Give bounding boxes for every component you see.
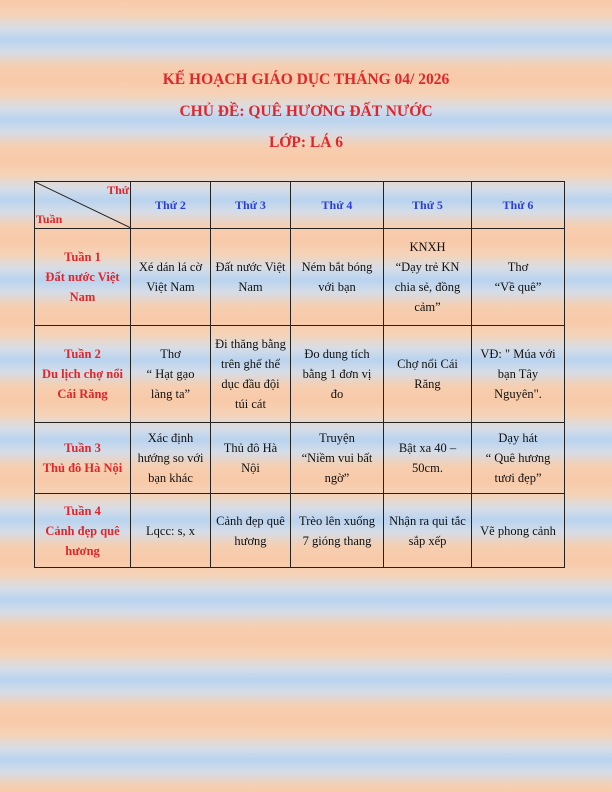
activity-line: hướng so với — [137, 451, 204, 465]
activity-line: chia sẻ, đồng — [394, 280, 461, 294]
day-header: Thứ 6 — [472, 182, 565, 229]
activity-line: Vẽ phong cảnh — [480, 523, 556, 538]
table-row — [35, 326, 565, 423]
activity-cell — [211, 494, 291, 568]
activity-line: Nam — [238, 280, 263, 294]
week-line: Đất nước Việt — [45, 270, 120, 284]
activity-cell — [291, 494, 384, 568]
activity-line: Nội — [241, 461, 260, 475]
activity-cell — [131, 326, 211, 423]
education-plan-table — [34, 181, 565, 568]
activity-line: Nguyên". — [494, 387, 542, 401]
plan-title: KẾ HOẠCH GIÁO DỤC THÁNG 04/ 2026 — [162, 71, 450, 88]
activity-line: Trèo lên xuống — [299, 513, 375, 528]
activity-line: Xé dán lá cờ — [138, 260, 203, 274]
activity-line: Xác định — [147, 431, 194, 445]
activity-cell — [384, 423, 472, 494]
week-cell — [35, 229, 131, 326]
activity-line: Chợ nổi Cái — [397, 357, 458, 371]
activity-line: Đi thăng bằng — [215, 337, 286, 351]
activity-line: Bật xa 40 – — [398, 441, 457, 455]
week-line: Cái Răng — [57, 387, 108, 401]
activity-line: hương — [234, 533, 267, 548]
activity-cell — [211, 326, 291, 423]
activity-line: Cảnh đẹp quê — [216, 513, 285, 528]
activity-line: bằng 1 đơn vị — [302, 367, 372, 381]
week-cell — [35, 326, 131, 423]
table-header-row — [35, 182, 565, 229]
corner-label-day: Thứ — [107, 183, 129, 197]
plan-class: LỚP: LÁ 6 — [268, 134, 344, 151]
day-header: Thứ 5 — [384, 182, 472, 229]
activity-line: Thơ — [507, 260, 529, 274]
activity-cell — [384, 494, 472, 568]
activity-line: làng ta” — [150, 387, 191, 401]
week-line: Nam — [69, 290, 96, 304]
activity-line: 50cm. — [412, 461, 443, 475]
activity-line: VĐ: " Múa với — [480, 347, 556, 361]
week-line: Tuần 4 — [64, 503, 101, 518]
activity-cell — [211, 229, 291, 326]
corner-label-week: Tuần — [36, 212, 63, 226]
activity-line: ngờ” — [324, 471, 350, 485]
activity-line: Đo dung tích — [304, 347, 370, 361]
activity-cell — [131, 494, 211, 568]
activity-line: sắp xếp — [408, 533, 447, 548]
activity-line: đo — [330, 387, 344, 401]
corner-cell — [35, 182, 131, 229]
activity-cell — [291, 423, 384, 494]
week-cell — [35, 494, 131, 568]
table-row — [35, 423, 565, 494]
activity-line: Nhận ra qui tắc — [389, 513, 466, 528]
activity-cell — [291, 229, 384, 326]
week-line: Tuần 3 — [64, 441, 101, 455]
activity-line: “Niềm vui bất — [301, 451, 373, 465]
week-cell — [35, 423, 131, 494]
table-row — [35, 494, 565, 568]
activity-cell — [131, 229, 211, 326]
activity-line: Đất nước Việt — [215, 260, 286, 274]
week-line: Tuần 1 — [64, 250, 101, 264]
activity-line: Thơ — [160, 347, 181, 361]
activity-cell — [131, 423, 211, 494]
week-line: Tuần 2 — [64, 347, 101, 361]
activity-line: Việt Nam — [146, 280, 195, 294]
activity-cell — [472, 326, 565, 423]
week-line: Du lịch chợ nổi — [42, 367, 123, 381]
activity-line: KNXH — [409, 240, 446, 254]
activity-line: Truyện — [319, 431, 355, 445]
activity-line: với bạn — [318, 280, 356, 294]
activity-line: tươi đẹp” — [494, 471, 542, 485]
activity-cell — [384, 229, 472, 326]
activity-line: “ Quê hương — [485, 451, 551, 465]
activity-line: Dạy hát — [498, 431, 538, 445]
activity-line: “Dạy trẻ KN — [395, 260, 460, 274]
plan-theme: CHỦ ĐỀ: QUÊ HƯƠNG ĐẤT NƯỚC — [179, 103, 433, 120]
activity-line: bạn khác — [148, 471, 193, 485]
table-row — [35, 229, 565, 326]
day-header: Thứ 2 — [131, 182, 211, 229]
activity-line: 7 gióng thang — [302, 533, 372, 548]
activity-cell — [472, 229, 565, 326]
activity-line: Lqcc: s, x — [146, 523, 195, 538]
activity-line: bạn Tây — [497, 367, 539, 381]
activity-line: Thủ đô Hà — [223, 441, 278, 455]
week-line: Cảnh đẹp quê — [45, 523, 120, 538]
activity-cell — [472, 494, 565, 568]
activity-line: trên ghế thể — [220, 357, 280, 371]
activity-cell — [211, 423, 291, 494]
activity-line: Ném bắt bóng — [301, 260, 373, 274]
activity-line: Răng — [414, 377, 441, 391]
activity-cell — [384, 326, 472, 423]
activity-cell — [291, 326, 384, 423]
week-line: Thủ đô Hà Nội — [42, 461, 123, 475]
activity-line: túi cát — [235, 397, 266, 411]
activity-cell — [472, 423, 565, 494]
activity-line: “Về quê” — [494, 280, 542, 294]
activity-line: “ Hạt gạo — [146, 367, 195, 381]
day-header: Thứ 4 — [291, 182, 384, 229]
day-header: Thứ 3 — [211, 182, 291, 229]
activity-line: cảm” — [414, 300, 441, 314]
week-line: hương — [65, 543, 100, 558]
activity-line: dục đầu đội — [221, 377, 280, 391]
